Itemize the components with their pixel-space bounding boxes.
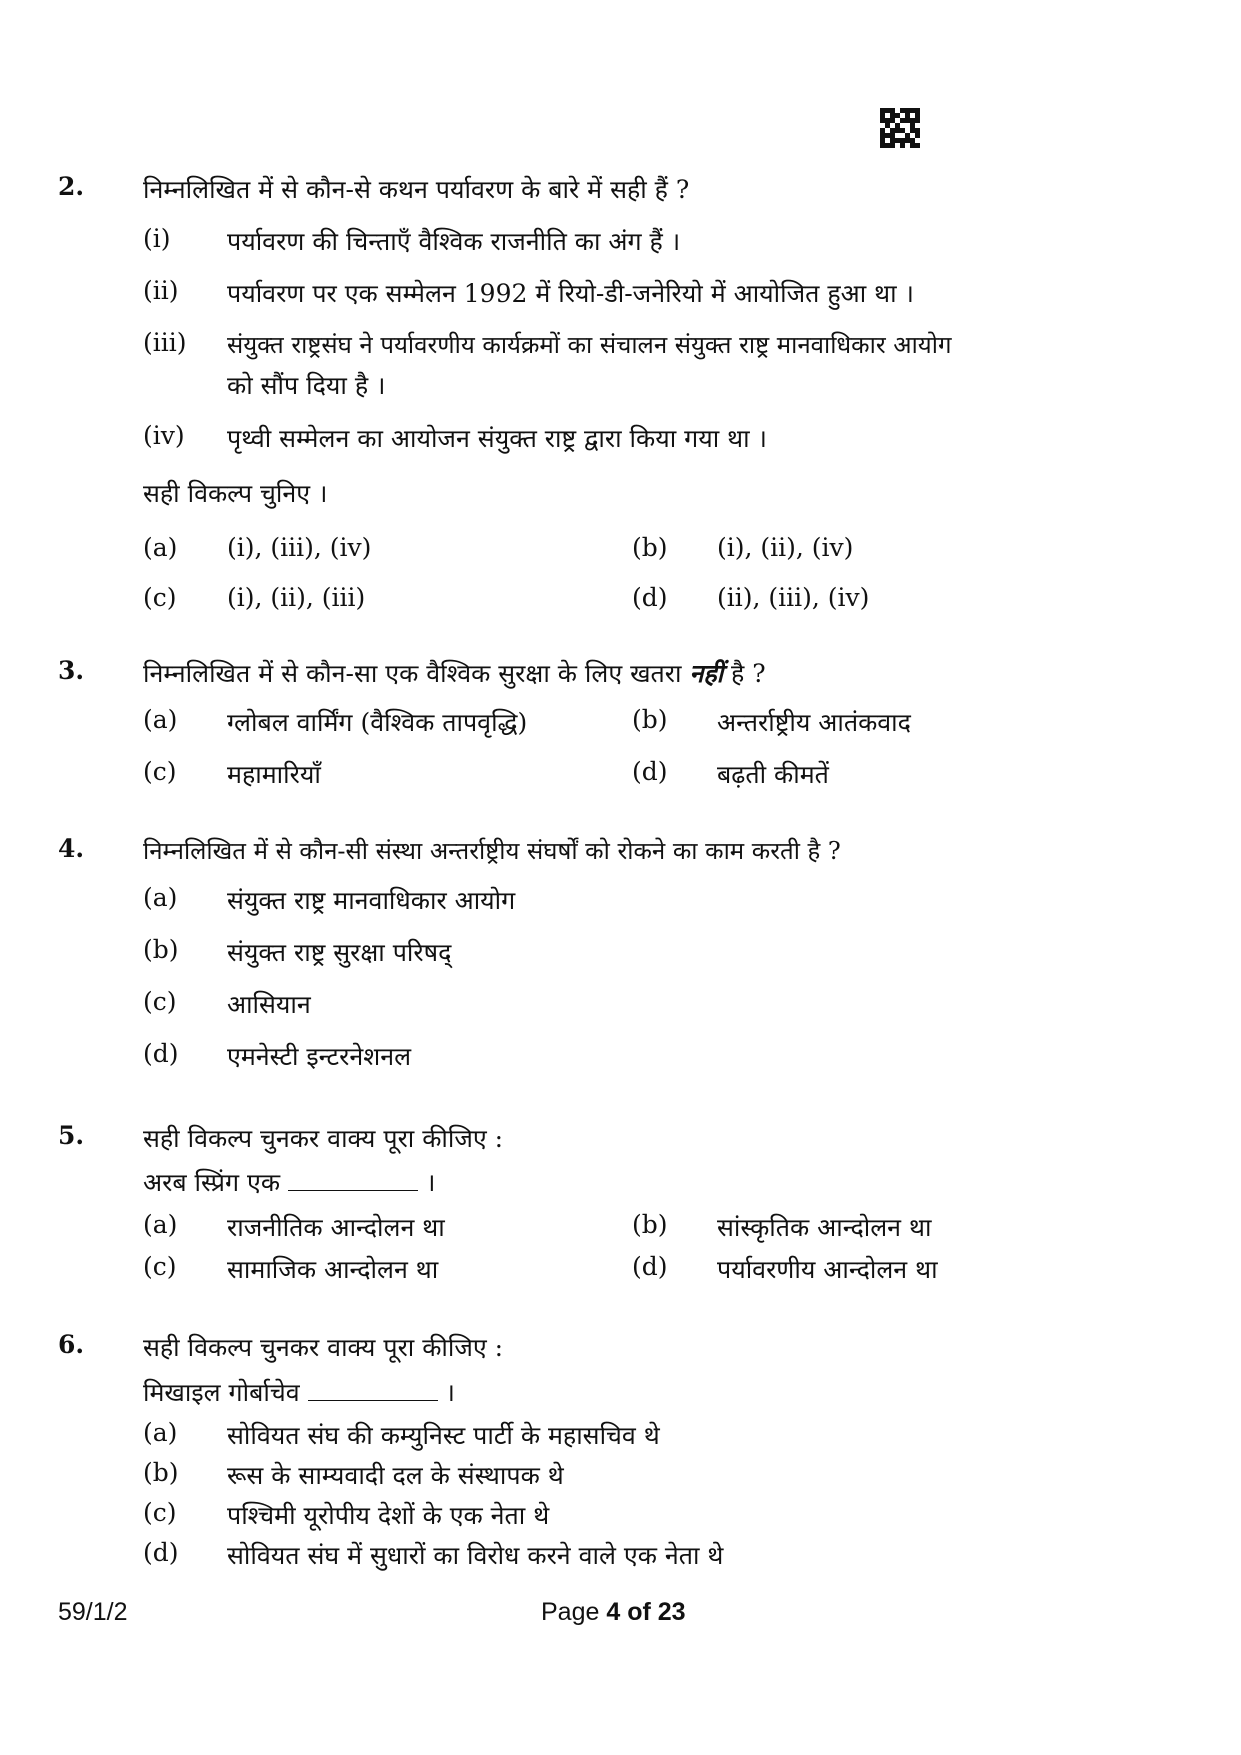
question-text-before: निम्नलिखित में से कौन-सा एक वैश्विक सुरक्षा के लिए खतरा (143, 659, 682, 688)
sentence-stem-end: । (425, 1168, 436, 1197)
question-number: 3. (58, 656, 85, 685)
option-label: (c) (143, 583, 177, 612)
statement-label: (ii) (143, 276, 179, 305)
question-text (143, 656, 766, 690)
question-number: 5. (58, 1121, 85, 1150)
option-label: (a) (143, 1210, 178, 1239)
option-text: एमनेस्टी इन्टरनेशनल (227, 1042, 412, 1071)
option-label: (b) (143, 1458, 179, 1487)
page-current: 4 (606, 1598, 621, 1626)
option-text: बढ़ती कीमतें (717, 760, 829, 789)
option-label: (b) (632, 533, 668, 562)
statement-text: पृथ्वी सम्मेलन का आयोजन संयुक्त राष्ट्र द्वारा किया गया था । (227, 424, 767, 453)
option-text: राजनीतिक आन्दोलन था (227, 1213, 445, 1242)
sentence-stem-text: मिखाइल गोर्बाचेव (143, 1378, 300, 1407)
option-label: (a) (143, 883, 178, 912)
statement-text-continued: को सौंप दिया है । (227, 371, 386, 400)
option-label: (c) (143, 1498, 177, 1527)
page-of: of (627, 1598, 651, 1626)
option-text: सोवियत संघ की कम्युनिस्ट पार्टी के महासचिव थे (227, 1421, 660, 1450)
instruction-text: सही विकल्प चुनिए । (143, 479, 328, 508)
fill-blank (288, 1172, 418, 1191)
option-text: पर्यावरणीय आन्दोलन था (717, 1255, 938, 1284)
option-text: संयुक्त राष्ट्र सुरक्षा परिषद् (227, 938, 452, 967)
option-label: (d) (143, 1039, 179, 1068)
option-text: पश्चिमी यूरोपीय देशों के एक नेता थे (227, 1501, 550, 1530)
option-text: सामाजिक आन्दोलन था (227, 1255, 439, 1284)
option-text: (ii), (iii), (iv) (717, 583, 870, 612)
statement-label: (iv) (143, 421, 185, 450)
question-number: 4. (58, 834, 85, 863)
fill-blank (308, 1382, 438, 1401)
option-label: (a) (143, 1418, 178, 1447)
sentence-stem-text: अरब स्प्रिंग एक (143, 1168, 281, 1197)
option-label: (a) (143, 533, 178, 562)
option-text: संयुक्त राष्ट्र मानवाधिकार आयोग (227, 886, 516, 915)
option-label: (b) (632, 1210, 668, 1239)
option-text: आसियान (227, 990, 311, 1019)
option-text: महामारियाँ (227, 760, 321, 789)
option-label: (d) (143, 1538, 179, 1567)
question-text: सही विकल्प चुनकर वाक्य पूरा कीजिए : (143, 1333, 504, 1362)
question-text: सही विकल्प चुनकर वाक्य पूरा कीजिए : (143, 1124, 504, 1153)
emphasis-text: नहीं (689, 659, 724, 688)
option-label: (c) (143, 1252, 177, 1281)
statement-label: (iii) (143, 328, 187, 357)
question-number: 2. (58, 172, 85, 201)
paper-code: 59/1/2 (58, 1598, 128, 1626)
question-text-after: है ? (731, 659, 766, 688)
option-text: (i), (iii), (iv) (227, 533, 372, 562)
page-prefix: Page (541, 1598, 600, 1626)
option-text: सांस्कृतिक आन्दोलन था (717, 1213, 932, 1242)
option-text: (i), (ii), (iv) (717, 533, 854, 562)
sentence-stem (143, 1375, 455, 1409)
option-text: रूस के साम्यवादी दल के संस्थापक थे (227, 1461, 564, 1490)
option-label: (d) (632, 1252, 668, 1281)
page-total: 23 (657, 1598, 686, 1626)
option-text: (i), (ii), (iii) (227, 583, 366, 612)
option-text: अन्तर्राष्ट्रीय आतंकवाद (717, 708, 911, 737)
statement-text: पर्यावरण पर एक सम्मेलन 1992 में रियो-डी-जनेरियो में आयोजित हुआ था । (227, 279, 914, 308)
option-label: (c) (143, 987, 177, 1016)
question-number: 6. (58, 1330, 85, 1359)
statement-text: पर्यावरण की चिन्ताएँ वैश्विक राजनीति का अंग हैं । (227, 227, 681, 256)
option-label: (a) (143, 705, 178, 734)
option-text: ग्लोबल वार्मिंग (वैश्विक तापवृद्धि) (227, 708, 528, 737)
option-label: (d) (632, 583, 668, 612)
option-label: (b) (143, 935, 179, 964)
option-text: सोवियत संघ में सुधारों का विरोध करने वाले एक नेता थे (227, 1541, 724, 1570)
page-indicator (541, 1598, 686, 1627)
sentence-stem-end: । (445, 1378, 455, 1407)
statement-label: (i) (143, 224, 171, 253)
question-text: निम्नलिखित में से कौन-सी संस्था अन्तर्राष्ट्रीय संघर्षों को रोकने का काम करती है ? (143, 837, 841, 865)
question-text: निम्नलिखित में से कौन-से कथन पर्यावरण के बारे में सही हैं ? (143, 175, 690, 204)
option-label: (b) (632, 705, 668, 734)
option-label: (c) (143, 757, 177, 786)
statement-text: संयुक्त राष्ट्रसंघ ने पर्यावरणीय कार्यक्रमों का संचालन संयुक्त राष्ट्र मानवाधिकार आयोग (227, 331, 952, 359)
sentence-stem (143, 1165, 435, 1199)
option-label: (d) (632, 757, 668, 786)
qr-code (880, 108, 920, 148)
